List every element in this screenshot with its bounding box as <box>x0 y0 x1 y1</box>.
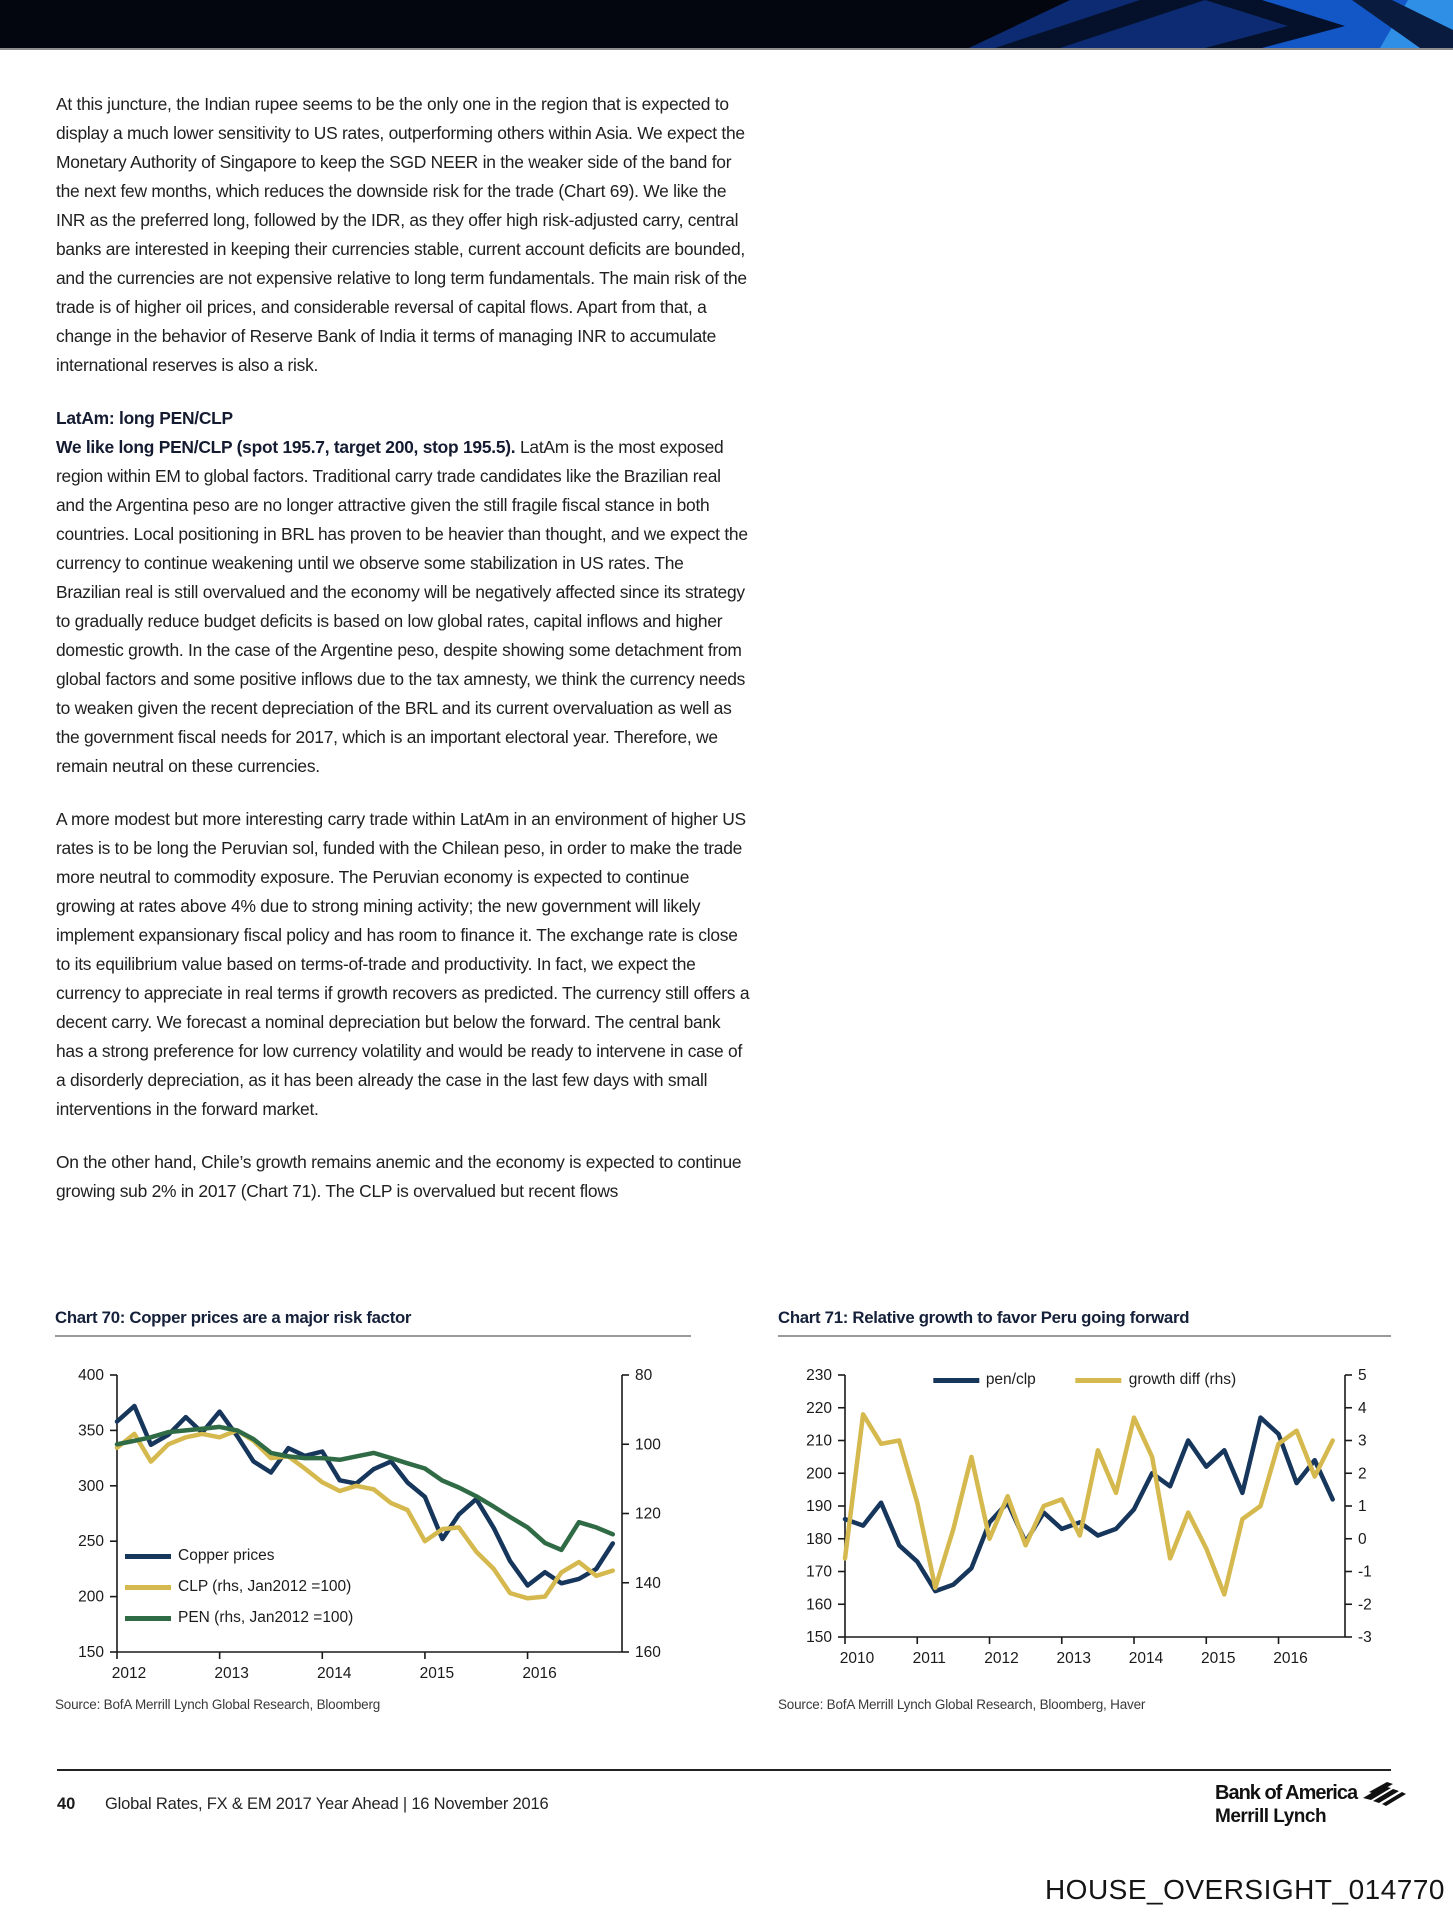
legend-swatch <box>125 1616 171 1621</box>
right-axis-tick-label: 1 <box>1358 1498 1367 1515</box>
x-axis-tick-label: 2012 <box>111 1665 147 1682</box>
x-axis-tick-label: 2014 <box>1128 1650 1164 1667</box>
bofa-merrill-logo <box>1215 1782 1407 1828</box>
x-axis-tick-label: 2013 <box>1056 1650 1092 1667</box>
footer-report-title: Global Rates, FX & EM 2017 Year Ahead | 16 November 2016 <box>105 1795 549 1813</box>
legend-label: growth diff (rhs) <box>1128 1371 1237 1388</box>
x-axis-tick-label: 2015 <box>1201 1650 1236 1667</box>
left-axis-tick-label: 160 <box>806 1596 832 1614</box>
left-axis-tick-label: 200 <box>806 1465 832 1483</box>
footer-divider <box>57 1769 1391 1771</box>
left-axis-tick-label: 350 <box>78 1422 104 1440</box>
x-axis-tick-label: 2013 <box>214 1665 249 1682</box>
chart-71-source: Source: BofA Merrill Lynch Global Research, Bloomberg, Haver <box>778 1697 1146 1712</box>
paragraph-latam <box>56 404 752 781</box>
chart-71-legend <box>933 1371 1236 1389</box>
bofa-flag-icon <box>1361 1782 1407 1806</box>
left-axis-tick-label: 250 <box>78 1533 104 1551</box>
left-axis-tick-label: 300 <box>78 1477 104 1495</box>
brand-name-bank-of-america: Bank of America <box>1215 1782 1358 1804</box>
legend-item <box>125 1578 353 1596</box>
left-axis-tick-label: 150 <box>806 1629 832 1646</box>
chart-70-title: Chart 70: Copper prices are a major risk factor <box>55 1308 691 1337</box>
legend-label: PEN (rhs, Jan2012 =100) <box>178 1609 354 1626</box>
x-axis-tick-label: 2016 <box>522 1665 557 1682</box>
x-axis-tick-label: 2015 <box>419 1665 455 1682</box>
brand-name-merrill-lynch: Merrill Lynch <box>1215 1806 1327 1827</box>
left-axis-tick-label: 200 <box>78 1588 104 1606</box>
left-axis-tick-label: 150 <box>78 1644 104 1661</box>
legend-swatch <box>933 1378 979 1383</box>
right-axis-tick-label: 2 <box>1358 1465 1367 1483</box>
right-axis-tick-label: 80 <box>635 1367 653 1384</box>
legend-swatch <box>1076 1378 1122 1383</box>
right-axis-tick-label: 3 <box>1358 1432 1367 1450</box>
right-axis-tick-label: -1 <box>1358 1563 1372 1581</box>
legend-item <box>933 1371 1036 1389</box>
chart-71-container <box>778 1308 1391 1712</box>
paragraph-asia-rates: At this juncture, the Indian rupee seems to be the only one in the region that is expected to display a much lower sensitivity to US rates, outperforming others within Asia. We expect the Monetary Authority of Singapore to keep the SGD NEER in the weaker side of the band for the next few months, which reduces the downside risk for the trade (Chart 69). We like the INR as the preferred long, followed by the IDR, as they offer high risk-adjusted carry, central banks are interested in keeping their currencies stable, current account deficits are bounded, and the currencies are not expensive relative to long term fundamentals. The main risk of the trade is of higher oil prices, and considerable reversal of capital flows. Apart from that, a change in the behavior of Reserve Bank of India it terms of managing INR to accumulate international reserves is also a risk. <box>56 94 747 375</box>
right-axis-tick-label: -3 <box>1358 1629 1372 1646</box>
trade-recommendation-bold: We like long PEN/CLP (spot 195.7, target 200, stop 195.5). <box>56 437 516 457</box>
x-axis-tick-label: 2011 <box>912 1650 946 1667</box>
legend-label: CLP (rhs, Jan2012 =100) <box>178 1578 352 1595</box>
chart-70-container <box>55 1308 691 1712</box>
left-axis-tick-label: 400 <box>78 1367 104 1384</box>
right-axis-tick-label: -2 <box>1358 1596 1372 1614</box>
x-axis-tick-label: 2012 <box>984 1650 1019 1667</box>
x-axis-tick-label: 2014 <box>317 1665 352 1682</box>
x-axis-tick-label: 2010 <box>839 1650 875 1667</box>
legend-swatch <box>125 1554 171 1559</box>
chart-71-title: Chart 71: Relative growth to favor Peru going forward <box>778 1308 1391 1337</box>
paragraph-carry-trade: A more modest but more interesting carry trade within LatAm in an environment of higher US rates is to be long the Peruvian sol, funded with the Chilean peso, in order to make the trade more neutral to commodity exposure. The Peruvian economy is expected to continue growing at rates above 4% due to strong mining activity; the new government will likely implement expansionary fiscal policy and has room to finance it. The exchange rate is close to its equilibrium value based on terms-of-trade and productivity. In fact, we expect the currency to appreciate in real terms if growth recovers as predicted. The currency still offers a decent carry. We forecast a nominal depreciation but below the forward. The central bank has a strong preference for low currency volatility and would be ready to intervene in case of a disorderly depreciation, as it has been already the case in the last few days with small interventions in the forward market. <box>56 809 750 1119</box>
chart-71-plot <box>778 1345 1391 1693</box>
left-axis-tick-label: 230 <box>806 1367 832 1384</box>
left-axis-tick-label: 170 <box>806 1563 832 1581</box>
right-axis-tick-label: 120 <box>635 1505 661 1523</box>
legend-label: pen/clp <box>985 1371 1036 1388</box>
chart-70-source: Source: BofA Merrill Lynch Global Research, Bloomberg <box>55 1697 381 1712</box>
chart-71-svg <box>778 1345 1391 1693</box>
brand-row <box>1215 1782 1407 1806</box>
left-axis-tick-label: 220 <box>806 1399 832 1417</box>
left-axis-tick-label: 210 <box>806 1432 832 1450</box>
legend-item <box>1076 1371 1236 1389</box>
x-axis-tick-label: 2016 <box>1273 1650 1308 1667</box>
page-number: 40 <box>57 1795 76 1813</box>
chart-70-legend <box>125 1547 353 1627</box>
left-axis-tick-label: 190 <box>806 1498 832 1515</box>
left-axis-tick-label: 180 <box>806 1530 832 1548</box>
right-axis-tick-label: 160 <box>635 1644 661 1661</box>
chart-70-svg <box>55 1345 691 1693</box>
right-axis-tick-label: 0 <box>1358 1530 1367 1548</box>
legend-swatch <box>125 1585 171 1590</box>
document-watermark: HOUSE_OVERSIGHT_014770 <box>1044 1874 1445 1905</box>
header-banner-graphic <box>0 0 1453 48</box>
section-heading-latam: LatAm: long PEN/CLP <box>56 408 233 428</box>
paragraph-chile-growth: On the other hand, Chile’s growth remains anemic and the economy is expected to continue growing sub 2% in 2017 (Chart 71). The CLP is overvalued but recent flows <box>56 1152 742 1201</box>
header-divider <box>0 48 1453 50</box>
chart-70-plot <box>55 1345 691 1693</box>
right-axis-tick-label: 5 <box>1358 1367 1367 1384</box>
legend-item <box>125 1609 353 1627</box>
legend-item <box>125 1547 353 1565</box>
body-text-column <box>56 90 752 1230</box>
right-axis-tick-label: 140 <box>635 1574 661 1592</box>
right-axis-tick-label: 4 <box>1358 1399 1367 1417</box>
right-axis-tick-label: 100 <box>635 1436 661 1454</box>
paragraph-latam-body: LatAm is the most exposed region within EM to global factors. Traditional carry trade candidates like the Brazilian real and the Argentina peso are no longer attractive given the still fragile fiscal stance in both countries. Local positioning in BRL has proven to be heavier than thought, and we expect the currency to continue weakening until we observe some stabilization in US rates. The Brazilian real is still overvalued and the economy will be negatively affected since its strategy to gradually reduce budget deficits is based on low global rates, capital inflows and higher domestic growth. In the case of the Argentine peso, despite showing some detachment from global factors and some positive inflows due to the tax amnesty, we think the currency needs to weaken given the recent depreciation of the BRL and its current overvaluation as well as the government fiscal needs for 2017, which is an important electoral year. Therefore, we remain neutral on these currencies. <box>56 437 748 776</box>
legend-label: Copper prices <box>178 1547 275 1564</box>
